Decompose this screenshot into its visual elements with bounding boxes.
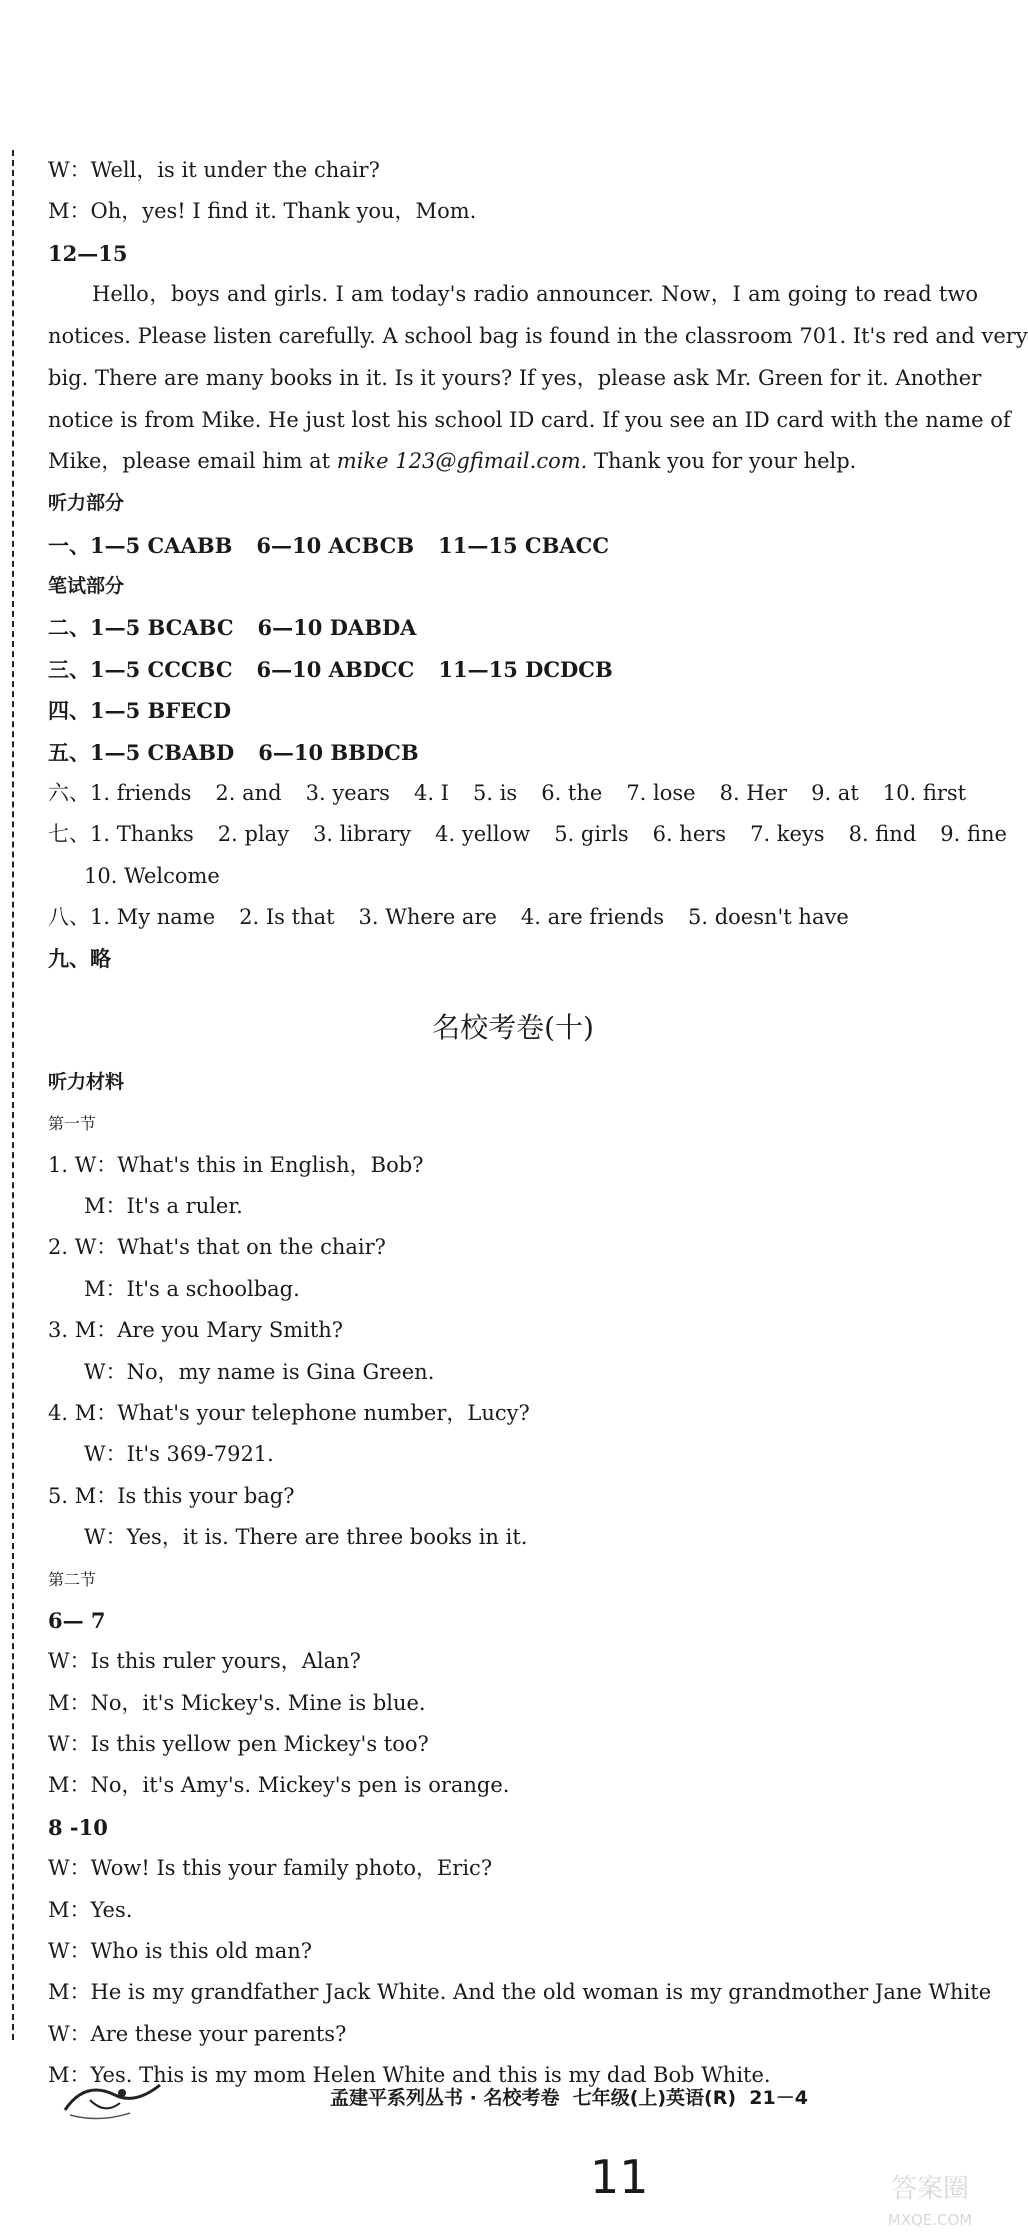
- dialogue-line: W：Are these your parents?: [48, 2021, 347, 2046]
- dialogue-line: W：Is this ruler yours，Alan?: [48, 1649, 361, 1674]
- dialogue-line: W：Wow! Is this your family photo，Eric?: [48, 1856, 493, 1881]
- written-answers-heading: 笔试部分: [48, 574, 125, 597]
- email-address: mike 123@gfimail.com.: [336, 449, 588, 474]
- paper-title: 名校考卷(十): [432, 1010, 594, 1044]
- dialogue-line: M：Yes.: [48, 1897, 133, 1922]
- answer-row-7: 七、1. Thanks 2. play 3. library 4. yellow 5. girls 6. hers 7. keys 8. find 9. fine: [48, 822, 1007, 847]
- section-2-heading: 第二节: [48, 1569, 97, 1589]
- dialogue-line: 2. W：What's that on the chair?: [48, 1235, 386, 1260]
- dialogue-line: M：He is my grandfather Jack White. And the old woman is my grandmother Jane White: [48, 1980, 992, 2005]
- passage-line: big. There are many books in it. Is it yours? If yes，please ask Mr. Green for it. Another: [48, 365, 982, 390]
- dialogue-line: W：Yes，it is. There are three books in it.: [84, 1525, 528, 1550]
- passage-line: notice is from Mike. He just lost his school ID card. If you see an ID card with the name of: [48, 407, 1011, 432]
- passage-label: 12—15: [48, 240, 128, 266]
- dialogue-line: W：It's 369-7921.: [84, 1442, 274, 1467]
- answer-row-7-cont: 10. Welcome: [84, 863, 220, 888]
- dialogue-line: W：No，my name is Gina Green.: [84, 1359, 435, 1384]
- page-footer: [60, 2065, 980, 2125]
- answer-row-3: 三、1—5 CCCBC 6—10 ABDCC 11—15 DCDCB: [48, 656, 613, 682]
- bird-logo-icon: [60, 2065, 170, 2125]
- answer-row-1: 一、1—5 CAABB 6—10 ACBCB 11—15 CBACC: [48, 532, 610, 558]
- answer-row-2: 二、1—5 BCABC 6—10 DABDA: [48, 615, 417, 641]
- dialogue-line: W：Who is this old man?: [48, 1939, 313, 1964]
- binding-margin-dashed-line: [12, 150, 14, 2040]
- passage-line: notices. Please listen carefully. A school bag is found in the classroom 701. It's red and very: [48, 323, 1028, 348]
- passage: [48, 274, 1028, 483]
- dialogue-line: W：Is this yellow pen Mickey's too?: [48, 1732, 429, 1757]
- dialogue-line: 3. M：Are you Mary Smith?: [48, 1318, 344, 1343]
- group-label: 6— 7: [48, 1607, 106, 1633]
- passage-line: Mike，please email him at mike 123@gfimail.com. Thank you for your help.: [48, 449, 857, 474]
- dialogue-line: 4. M：What's your telephone number，Lucy?: [48, 1400, 530, 1425]
- watermark-logo: [870, 2165, 990, 2235]
- answer-row-9: 九、略: [48, 946, 111, 972]
- svg-text:答案圈: 答案圈: [890, 2174, 970, 2204]
- dialogue-line: W：Well，is it under the chair?: [48, 158, 380, 182]
- section-1-heading: 第一节: [48, 1114, 97, 1134]
- svg-text:MXQE.COM: MXQE.COM: [887, 2211, 973, 2229]
- dialogue-line: M：Oh，yes! I find it. Thank you，Mom.: [48, 199, 477, 224]
- answer-row-4: 四、1—5 BFECD: [48, 698, 232, 724]
- answer-row-8: 八、1. My name 2. Is that 3. Where are 4. are friends 5. doesn't have: [48, 905, 849, 930]
- answer-row-6: 六、1. friends 2. and 3. years 4. I 5. is 6. the 7. lose 8. Her 9. at 10. first: [48, 780, 967, 805]
- materials-heading: 听力材料: [48, 1070, 125, 1093]
- dialogue-line: M：No，it's Mickey's. Mine is blue.: [48, 1690, 426, 1715]
- page-content: [48, 150, 1028, 2097]
- dialogue-line: 5. M：Is this your bag?: [48, 1483, 295, 1508]
- dialogue-line: M：No，it's Amy's. Mickey's pen is orange.: [48, 1773, 510, 1798]
- group-label: 8 -10: [48, 1814, 108, 1840]
- dialogue-line: 1. W：What's this in English，Bob?: [48, 1152, 424, 1177]
- dialogue-line: M：It's a ruler.: [84, 1194, 243, 1219]
- listening-answers-heading: 听力部分: [48, 492, 125, 515]
- handwritten-mark: 11: [590, 2150, 649, 2204]
- dialogue-line: M：Yes. This is my mom Helen White and this is my dad Bob White.: [48, 2063, 771, 2088]
- passage-line: Hello，boys and girls. I am today's radio announcer. Now，I am going to read two: [92, 282, 978, 307]
- dialogue-line: M：It's a schoolbag.: [84, 1276, 300, 1301]
- footer-text: 孟建平系列丛书 · 名校考卷 七年级(上)英语(R) 21－4: [330, 2087, 808, 2109]
- answer-row-5: 五、1—5 CBABD 6—10 BBDCB: [48, 739, 419, 765]
